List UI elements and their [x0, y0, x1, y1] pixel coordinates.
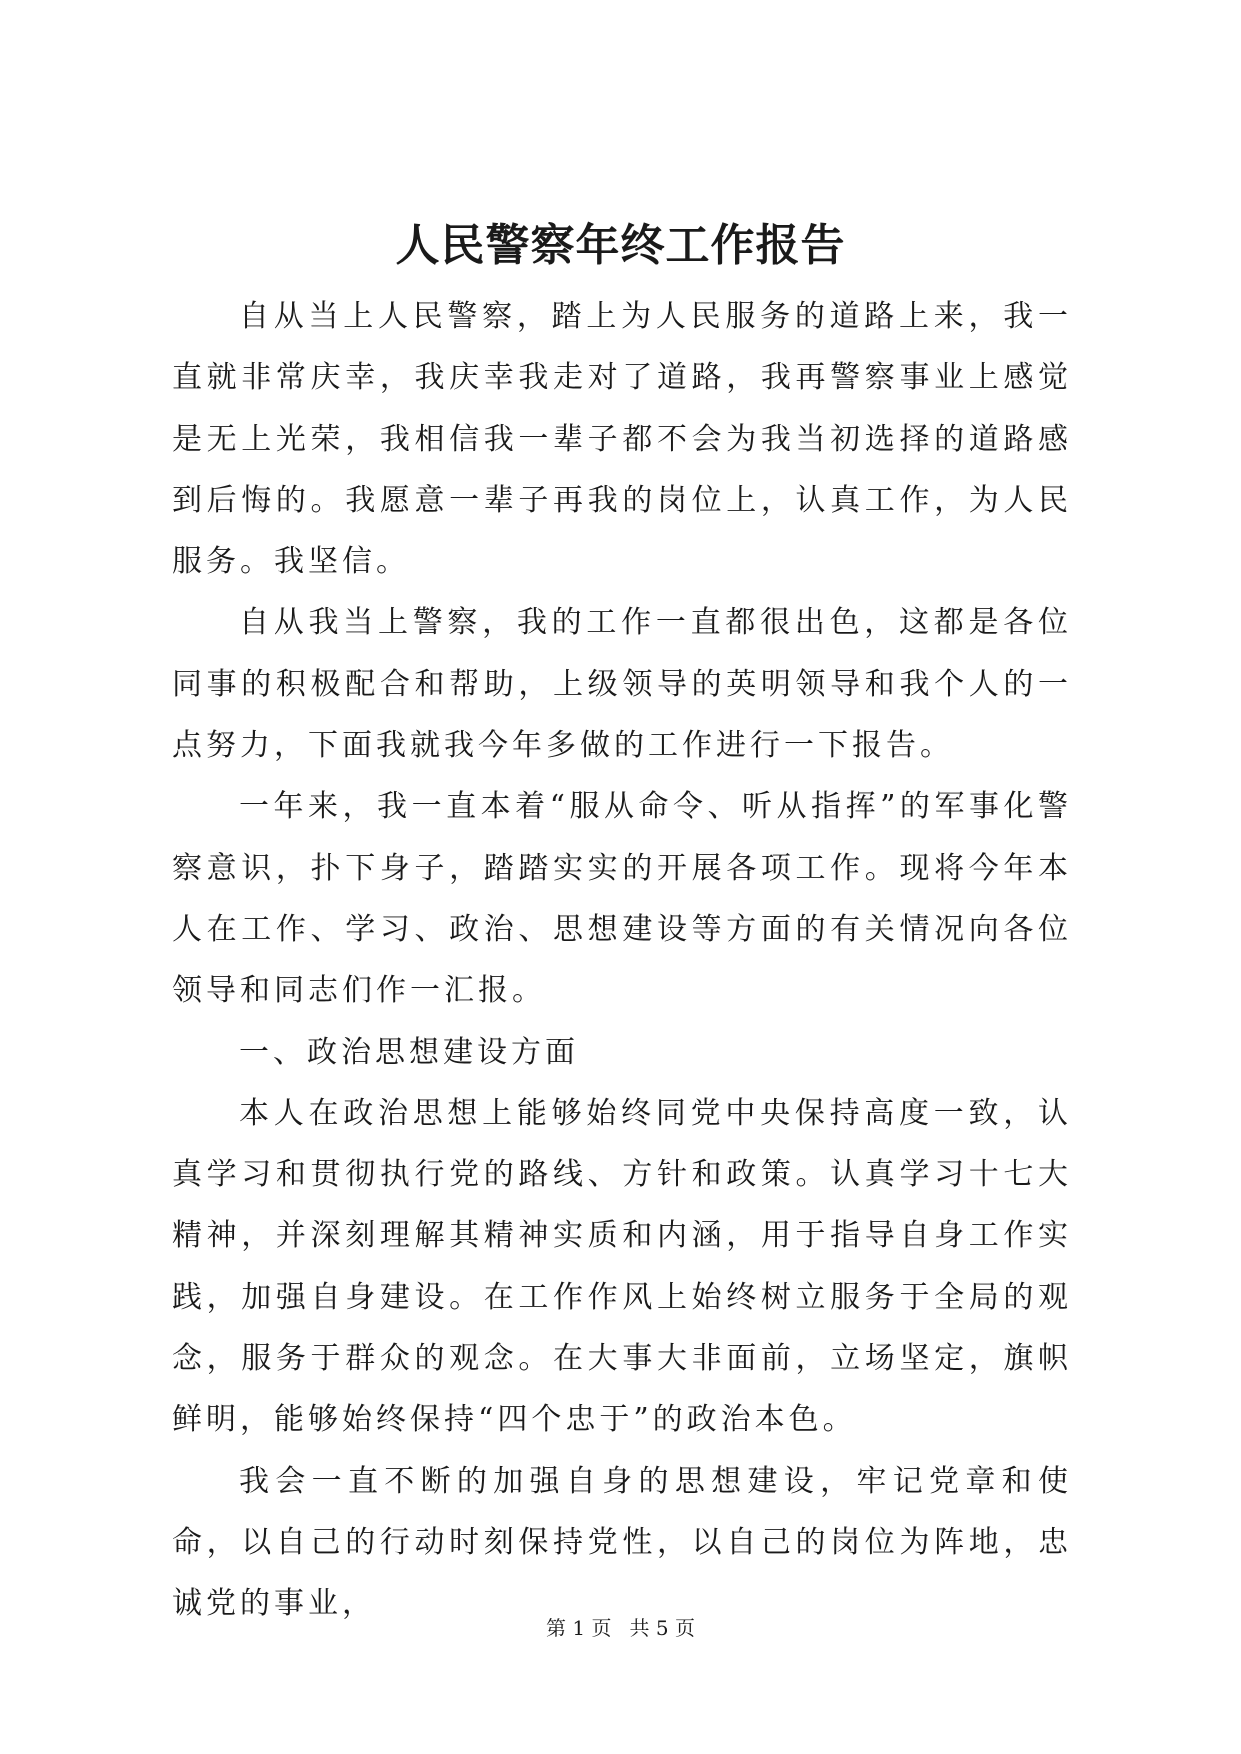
paragraph: 我会一直不断的加强自身的思想建设，牢记党章和使命，以自己的行动时刻保持党性，以自己的岗位为阵地，忠诚党的事业，	[172, 1463, 1072, 1622]
paragraph: 本人在政治思想上能够始终同党中央保持高度一致，认真学习和贯彻执行党的路线、方针和政策。认真学习十七大精神，并深刻理解其精神实质和内涵，用于指导自身工作实践，加强自身建设。在工作作风上始终树立服务于全局的观念，服务于群众的观念。在大事大非面前，立场坚定，旗帜鲜明，能够始终保持“四个忠于”的政治本色。	[172, 1095, 1072, 1438]
paragraph: 自从当上人民警察，踏上为人民服务的道路上来，我一直就非常庆幸，我庆幸我走对了道路，我再警察事业上感觉是无上光荣，我相信我一辈子都不会为我当初选择的道路感到后悔的。我愿意一辈子再我的岗位上，认真工作，为人民服务。我坚信。	[172, 299, 1072, 580]
document-body	[172, 286, 1072, 1635]
total-pages: 共 5 页	[629, 1616, 695, 1640]
paragraph: 一年来，我一直本着“服从命令、听从指挥”的军事化警察意识，扑下身子，踏踏实实的开展各项工作。现将今年本人在工作、学习、政治、思想建设等方面的有关情况向各位领导和同志们作一汇报。	[172, 789, 1072, 1009]
paragraph: 自从我当上警察，我的工作一直都很出色，这都是各位同事的积极配合和帮助，上级领导的英明领导和我个人的一点努力，下面我就我今年多做的工作进行一下报告。	[172, 605, 1072, 764]
page-number: 第 1 页	[546, 1616, 612, 1640]
document-title: 人民警察年终工作报告	[395, 220, 846, 271]
page-footer	[0, 1614, 1241, 1642]
section-heading: 一、政治思想建设方面	[239, 1034, 579, 1070]
